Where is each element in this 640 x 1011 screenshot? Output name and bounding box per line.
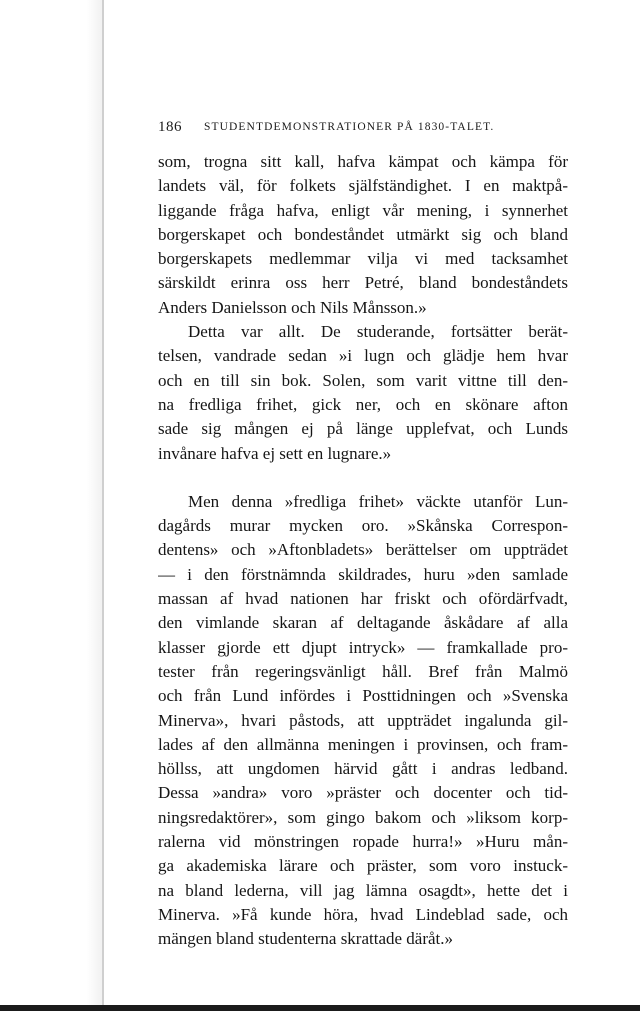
text-line: höllss, att ungdomen härvid gått i andras ledband. — [158, 759, 568, 779]
paragraph-2 — [158, 320, 568, 466]
text-line: borgerskapets medlemmar vilja vi med tacksamhet — [158, 249, 568, 269]
text-line: liggande fråga hafva, enligt vår mening, i synnerhet — [158, 200, 568, 220]
text-line: den vimlande skaran af deltagande åskådare af alla — [158, 613, 568, 633]
text-line: na fredliga frihet, gick ner, och en skönare afton — [158, 394, 568, 414]
section-gap — [158, 466, 568, 490]
text-line: särskildt erinra oss herr Petré, bland bondeståndets — [158, 273, 568, 293]
text-line: som, trogna sitt kall, hafva kämpat och kämpa för — [158, 152, 568, 171]
text-line: klasser gjorde ett djupt intryck» — framkallade pro- — [158, 637, 568, 657]
text-line: massan af hvad nationen har friskt och ofördärfvadt, — [158, 589, 568, 609]
text-line: borgerskapet och bondeståndet utmärkt sig och bland — [158, 224, 568, 244]
text-line: landets väl, för folkets själfständighet. I en maktpå- — [158, 176, 568, 196]
text-line: Detta var allt. De studerande, fortsätter berät- — [188, 322, 568, 342]
text-line: mängen bland studenterna skrattade däråt.» — [158, 929, 454, 949]
text-line: na bland lederna, vill jag lämna osagdt», hette det i — [158, 880, 568, 900]
running-head — [158, 119, 568, 141]
running-title: STUDENTDEMONSTRATIONER PÅ 1830-TALET. — [204, 121, 495, 133]
text-line: Minerva. »Få kunde höra, hvad Lindeblad sade, och — [158, 904, 568, 924]
text-line: och från Lund infördes i Posttidningen och »Svenska — [158, 686, 568, 706]
paragraph-3 — [158, 490, 568, 952]
text-line: dentens» och »Aftonbladets» berättelser om uppträdet — [158, 540, 568, 560]
text-line: — i den förstnämnda skildrades, huru »den samlade — [158, 564, 568, 584]
text-line: Minerva», hvari påstods, att uppträdet ingalunda gil- — [158, 710, 568, 730]
text-line: tester från regeringsvänligt håll. Bref från Malmö — [158, 661, 568, 681]
text-line: Dessa »andra» voro »präster och docenter och tid- — [158, 783, 568, 803]
page-number: 186 — [158, 119, 182, 135]
text-line: sade sig mången ej på länge upplefvat, och Lunds — [158, 419, 568, 439]
text-line: Men denna »fredliga frihet» väckte utanför Lun- — [188, 491, 568, 511]
paragraph-1 — [158, 150, 568, 320]
text-line: ningsredaktörer», som gingo bakom och »liksom korp- — [158, 807, 568, 827]
text-line: lades af den allmänna meningen i provinsen, och fram- — [158, 734, 568, 754]
page-margin-shadow — [0, 0, 102, 1011]
text-line: ralerna vid mönstringen ropade hurra!» »Huru mån- — [158, 832, 568, 852]
text-line: dagårds murar mycken oro. »Skånska Correspon- — [158, 516, 568, 536]
body-text — [158, 150, 568, 952]
binding-edge-line — [102, 0, 104, 1011]
text-line: och en till sin bok. Solen, som varit vittne till den- — [158, 370, 568, 390]
text-line: invånare hafva ej sett en lugnare.» — [158, 443, 392, 463]
text-line: Anders Danielsson och Nils Månsson.» — [158, 297, 427, 317]
page-bottom-edge — [0, 1005, 640, 1011]
text-line: ga akademiska lärare och präster, som voro instuck- — [158, 856, 568, 876]
text-line: telsen, vandrade sedan »i lugn och glädje hem hvar — [158, 346, 568, 366]
